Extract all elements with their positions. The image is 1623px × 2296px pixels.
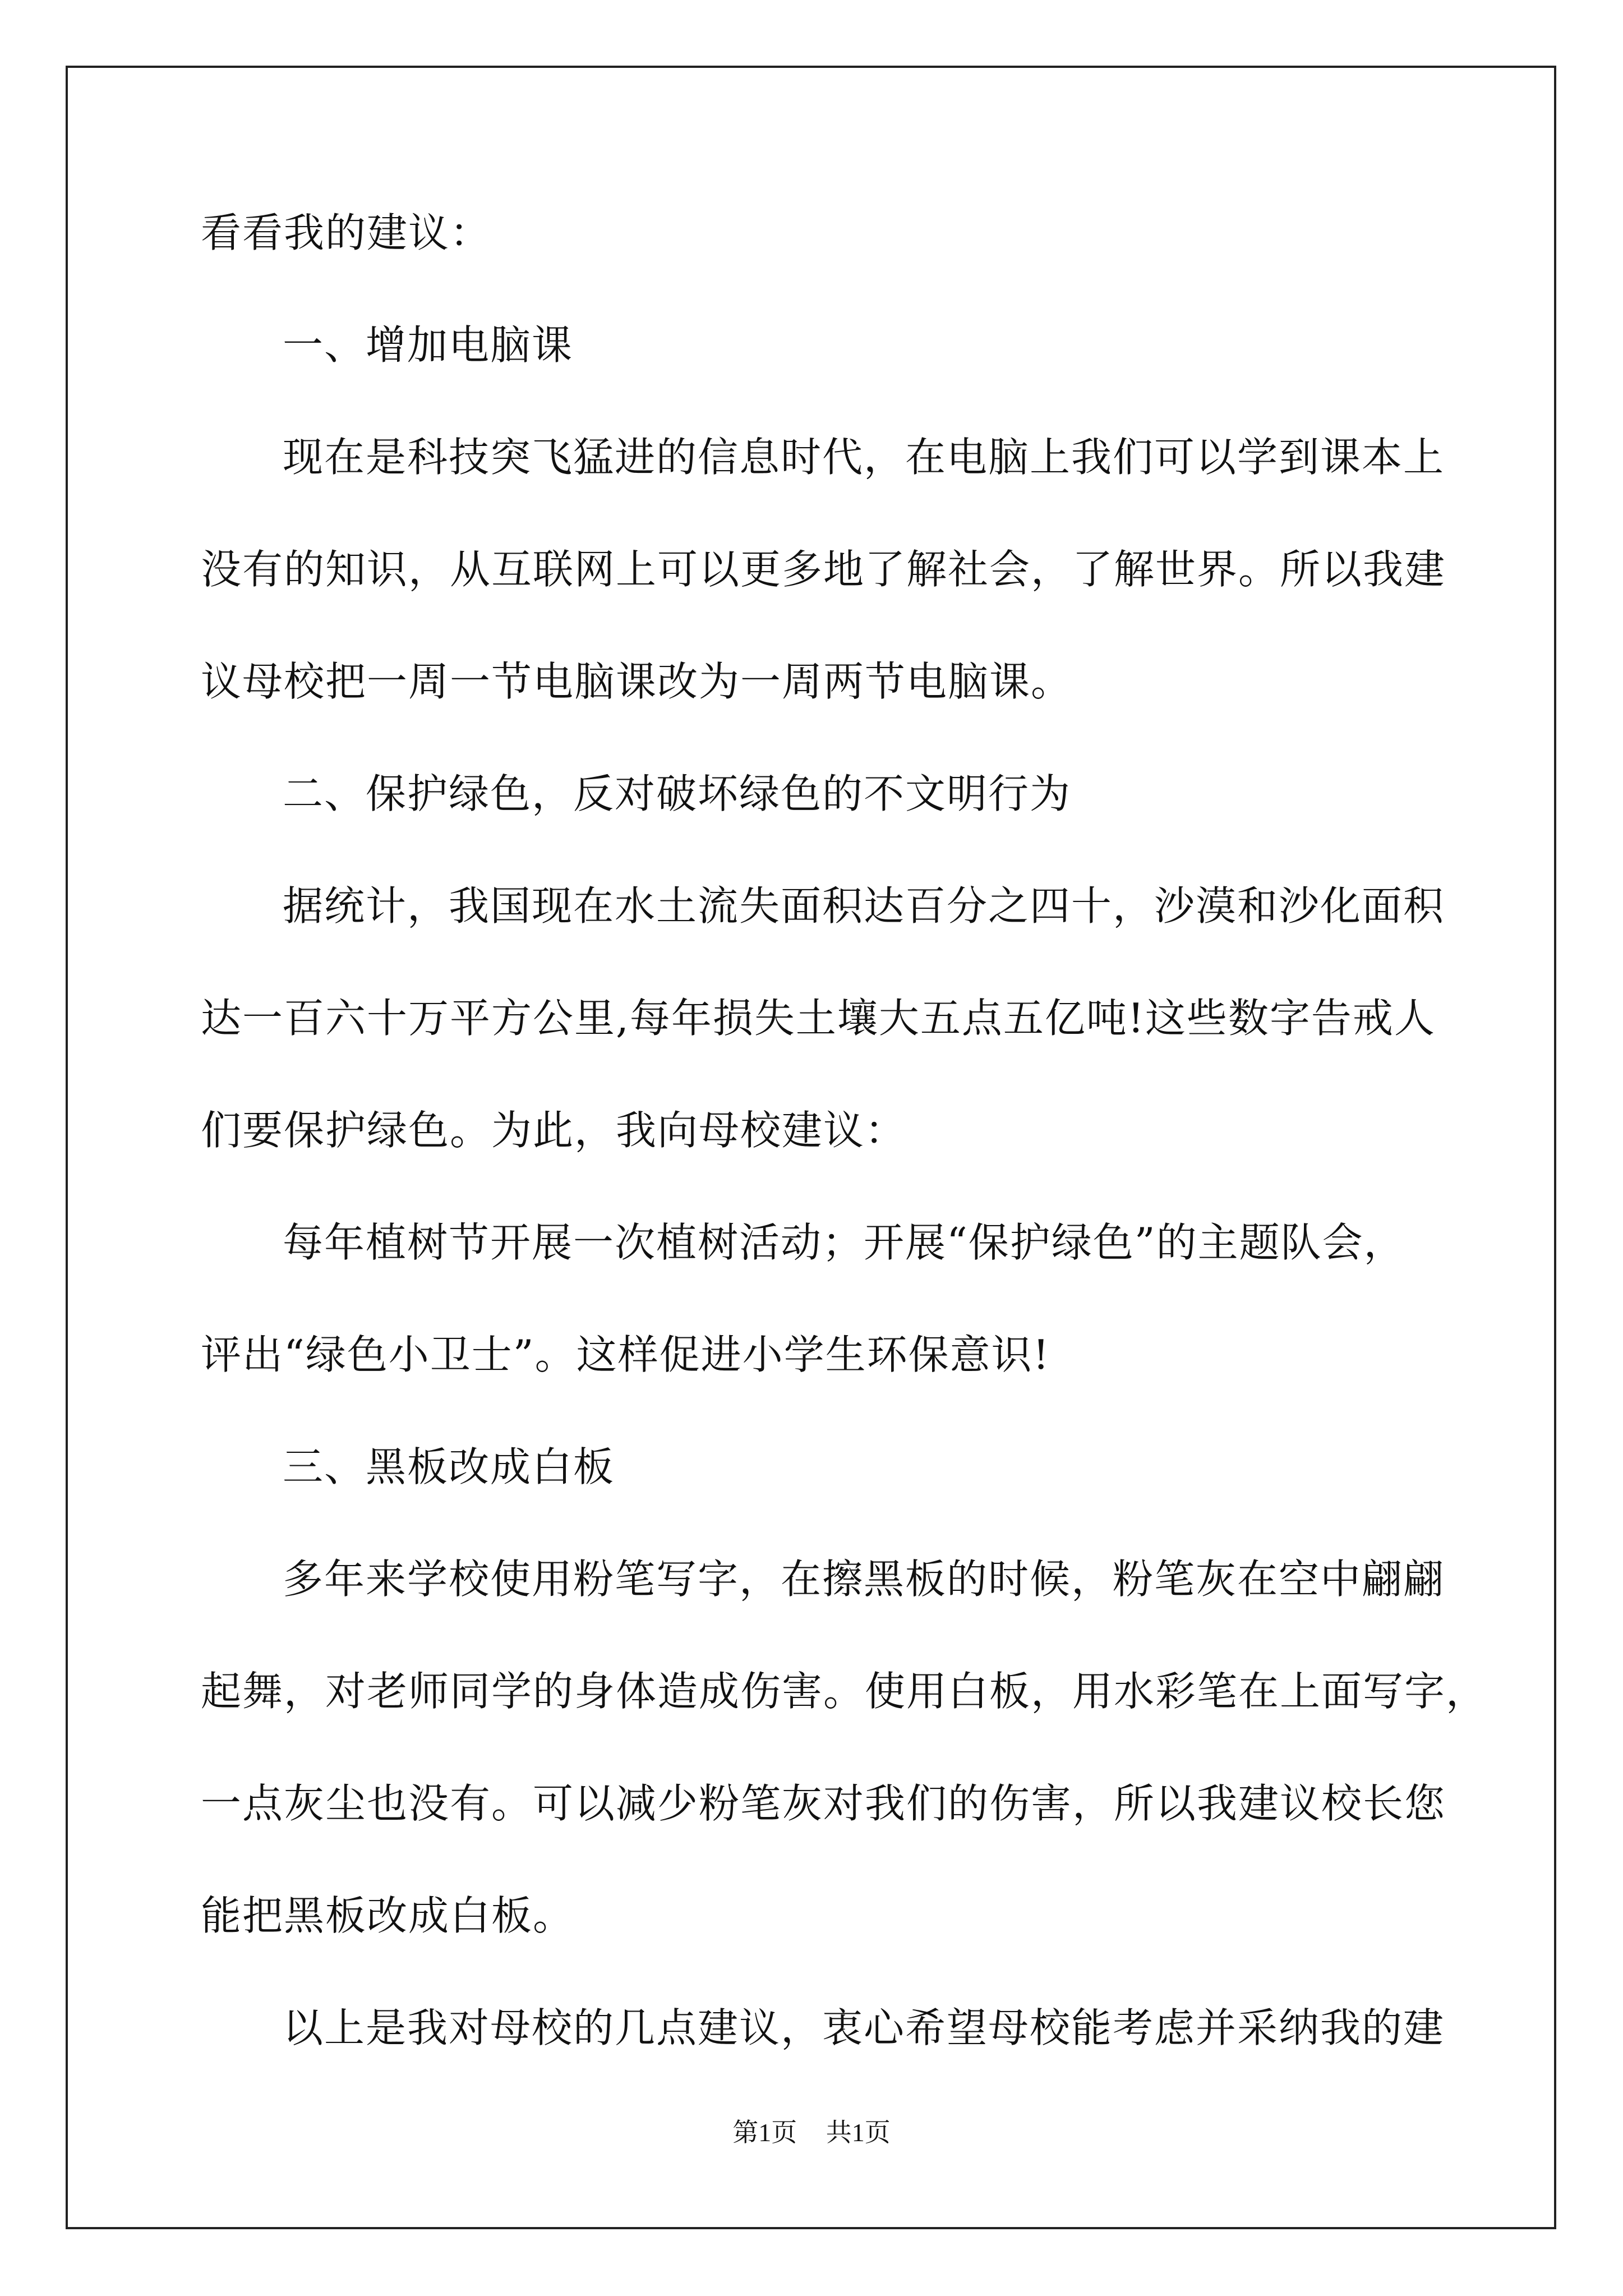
page-number: 第1页 [732, 2118, 797, 2147]
text-line: 多年来学校使用粉笔写字，在擦黑板的时候，粉笔灰在空中翩翩 [283, 1556, 1445, 1603]
page-footer [0, 2116, 1623, 2150]
text-line: 评出“绿色小卫士”。这样促进小学生环保意识! [201, 1331, 1050, 1378]
text-line: 起舞，对老师同学的身体造成伤害。使用白板，用水彩笔在上面写字， [201, 1668, 1488, 1715]
section-heading: 三、黑板改成白板 [283, 1443, 615, 1490]
text-line: 以上是我对母校的几点建议，衷心希望母校能考虑并采纳我的建 [283, 2004, 1445, 2051]
text-line: 据统计，我国现在水土流失面积达百分之四十，沙漠和沙化面积 [283, 882, 1445, 930]
text-line: 现在是科技突飞猛进的信息时代，在电脑上我们可以学到课本上 [283, 434, 1445, 481]
text-line: 没有的知识，从互联网上可以更多地了解社会，了解世界。所以我建 [201, 546, 1446, 593]
text-line: 能把黑板改成白板。 [201, 1892, 575, 1939]
section-heading: 一、增加电脑课 [283, 321, 574, 369]
text-line: 一点灰尘也没有。可以减少粉笔灰对我们的伤害，所以我建议校长您 [201, 1780, 1446, 1827]
page-count: 共1页 [826, 2118, 891, 2147]
text-line: 们要保护绿色。为此，我向母校建议： [201, 1107, 907, 1154]
text-line: 看看我的建议： [201, 209, 492, 256]
section-heading: 二、保护绿色，反对破坏绿色的不文明行为 [283, 770, 1072, 817]
text-line: 达一百六十万平方公里,每年损失土壤大五点五亿吨!这些数字告戒人 [201, 995, 1436, 1042]
text-line: 每年植树节开展一次植树活动；开展“保护绿色”的主题队会， [283, 1219, 1405, 1266]
text-line: 议母校把一周一节电脑课改为一周两节电脑课。 [201, 658, 1073, 705]
